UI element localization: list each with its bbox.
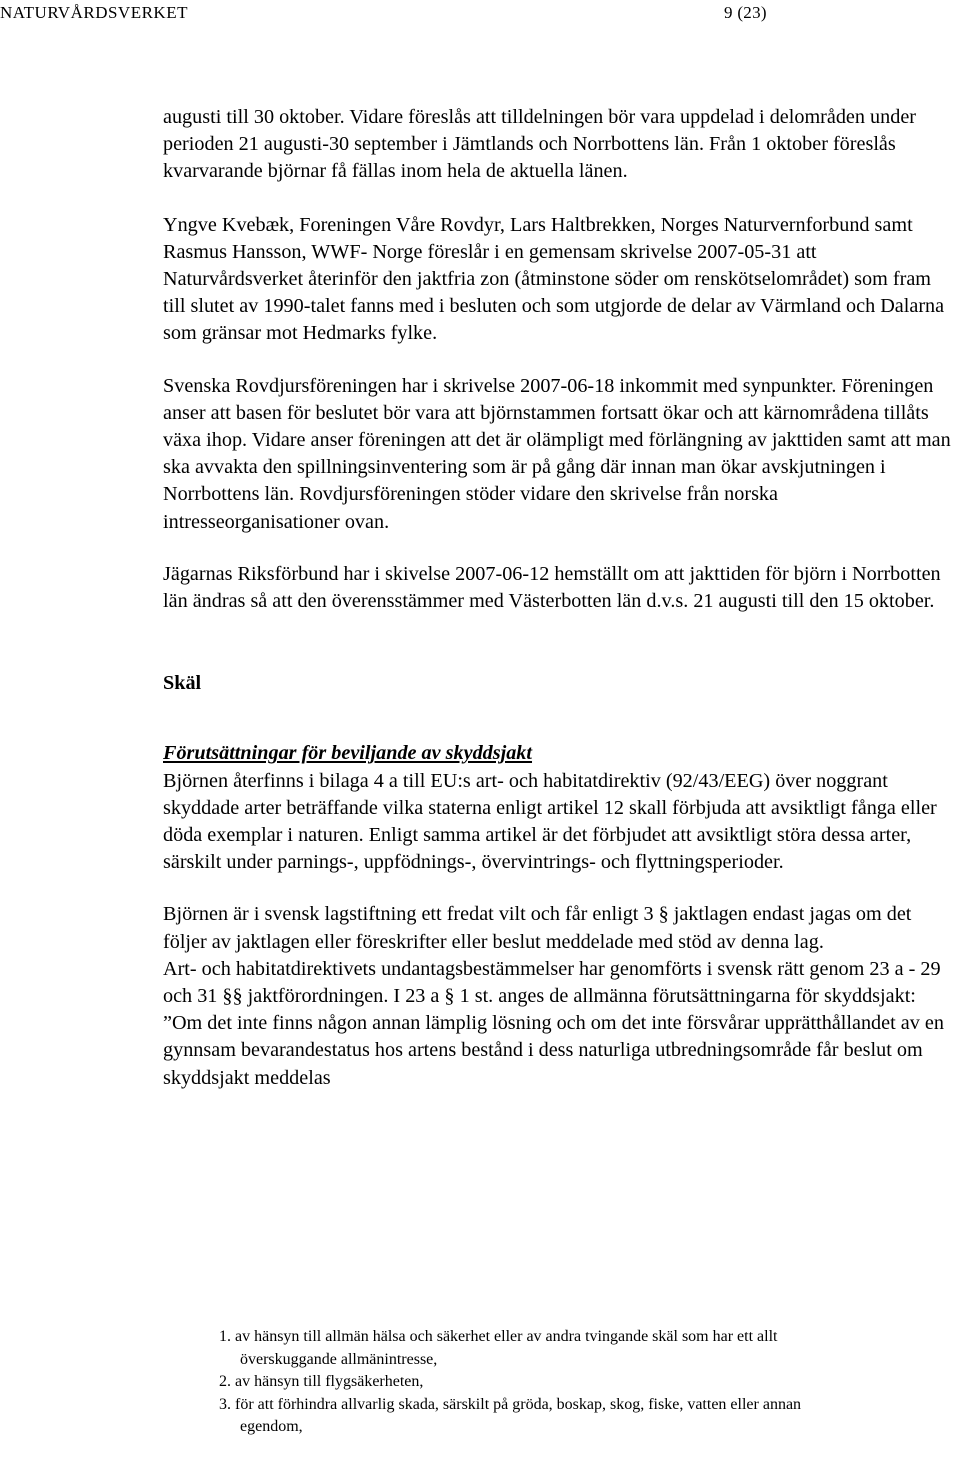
paragraph-exemption-rules: Art- och habitatdirektivets undantagsbestämmelser har genomförts i svensk rätt genom 23 a - 29 och 31 §§ jaktförordningen. I 23 a § 1 st. anges de allmänna förutsättningarna för skyddsjakt: ”Om det inte finns någon annan lämplig lösning och om det inte försvårar upprätthållandet av en gynnsam bevarandestatus hos artens bestånd i dess naturliga utbredningsområde får beslut om skyddsjakt meddelas (163, 957, 944, 1089)
subsection-heading: Förutsättningar för beviljande av skyddsjakt (163, 742, 533, 765)
list-item-continuation: överskuggande allmänintresse, (240, 1350, 438, 1368)
paragraph-habitat-directive: Björnen återfinns i bilaga 4 a till EU:s art- och habitatdirektiv (92/43/EEG) över noggrant skyddade arter beträffande vilka staterna enligt artikel 12 skall förbjuda att avsiktligt fånga eller döda exemplar i naturen. Enligt samma artikel är det förbjudet att avsiktligt störa dessa arter, särskilt under parnings-, uppfödnings-, övervintrings- och flyttningsperioder. (163, 769, 937, 874)
organization-name: NATURVÅRDSVERKET (0, 3, 188, 22)
list-item (219, 1326, 949, 1371)
page-number: 9 (23) (724, 3, 767, 22)
list-item-text: 2. av hänsyn till flygsäkerheten, (219, 1373, 424, 1391)
paragraph-jagarnas-riksforbund: Jägarnas Riksförbund har i skivelse 2007-06-12 hemställt om att jakttiden för björn i Norrbotten län ändras så att den överensstämmer med Västerbotten län d.v.s. 21 augusti till den 15 oktober. (163, 562, 941, 613)
document-body (163, 104, 953, 1092)
list-item (219, 1371, 949, 1394)
list-item (219, 1394, 949, 1439)
page-header (0, 3, 960, 27)
section-heading: Skäl (163, 672, 202, 695)
paragraph-norwegian-organizations: Yngve Kvebæk, Foreningen Våre Rovdyr, Lars Haltbrekken, Norges Naturvernforbund samt Rasmus Hansson, WWF- Norge föreslår i en gemensam skrivelse 2007-05-31 att Naturvårdsverket återinför den jaktfria zon (åtminstone söder om renskötselområdet) som fram till slutet av 1990-talet fanns med i besluten och som utgjorde de delar av Värmland och Dalarna som gränsar mot Hedmarks fylke. (163, 213, 945, 345)
exemption-list (219, 1326, 949, 1439)
list-item-text: 3. för att förhindra allvarlig skada, särskilt på gröda, boskap, skog, fiske, vatten eller annan (219, 1395, 802, 1413)
paragraph-rovdjursforeningen: Svenska Rovdjursföreningen har i skrivelse 2007-06-18 inkommit med synpunkter. Föreningen anser att basen för beslutet bör vara att björnstammen fortsatt ökar och att kärnområdena tillåts växa ihop. Vidare anser föreningen att det är olämpligt med förlängning av jakttiden samt att man ska avvakta den spillningsinventering som är på gång där innan man ökar avskjutningen i Norrbottens län. Rovdjursföreningen stöder vidare den skrivelse från norska intresseorganisationer ovan. (163, 374, 951, 533)
list-item-text: 1. av hänsyn till allmän hälsa och säkerhet eller av andra tvingande skäl som har ett allt (219, 1328, 778, 1345)
paragraph-swedish-legislation: Björnen är i svensk lagstiftning ett fredat vilt och får enligt 3 § jaktlagen endast jagas om det följer av jaktlagen eller föreskrifter eller beslut meddelade med stöd av denna lag. (163, 903, 912, 953)
paragraph-proposal-continuation: augusti till 30 oktober. Vidare föreslås att tilldelningen bör vara uppdelad i delområden under perioden 21 augusti-30 september i Jämtlands och Norrbottens län. Från 1 oktober föreslås kvarvarande björnar få fällas inom hela de aktuella länen. (163, 106, 916, 183)
list-item-continuation: egendom, (240, 1418, 303, 1436)
